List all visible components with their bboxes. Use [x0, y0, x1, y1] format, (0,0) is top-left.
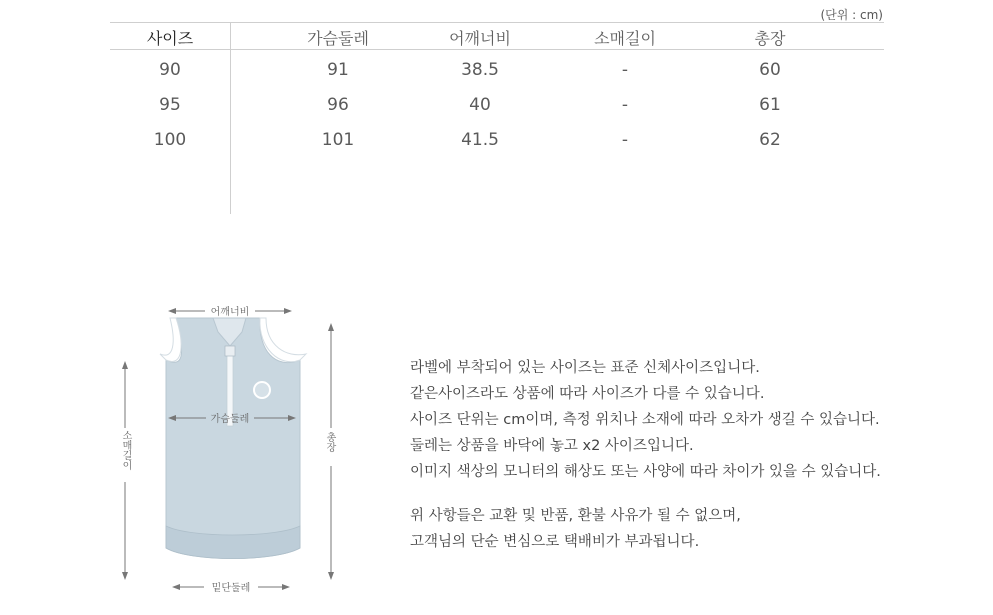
table-cell: - [621, 130, 629, 150]
total-length-label: 총장 [324, 432, 335, 452]
header-size: 사이즈 [146, 29, 194, 48]
table-cell: 101 [321, 130, 355, 150]
table-cell: 95 [159, 95, 181, 115]
table-cell: 91 [327, 60, 349, 80]
size-notes [410, 355, 930, 555]
unit-label: (단위 : cm) [820, 8, 883, 22]
note-line: 라벨에 부착되어 있는 사이즈는 표준 신체사이즈입니다. [410, 360, 760, 376]
note-line: 같은사이즈라도 상품에 따라 사이즈가 다를 수 있습니다. [410, 386, 765, 402]
note-line: 고객님의 단순 변심으로 택배비가 부과됩니다. [410, 534, 700, 550]
chest-label: 가슴둘레 [210, 414, 250, 425]
table-cell: 60 [759, 60, 781, 80]
header-length: 총장 [754, 29, 786, 48]
table-cell: - [621, 95, 629, 115]
table-cell: 61 [759, 95, 781, 115]
note-spacer [410, 485, 930, 503]
note-line: 위 사항들은 교환 및 반품, 환불 사유가 될 수 없으며, [410, 508, 741, 524]
table-column-divider [230, 22, 231, 214]
table-header-rule [110, 49, 884, 50]
measurement-diagram [110, 290, 360, 611]
hem-label: 밑단둘레 [211, 583, 251, 594]
note-line: 이미지 색상의 모니터의 해상도 또는 사양에 따라 차이가 있을 수 있습니다. [410, 464, 881, 480]
table-cell: 62 [759, 130, 781, 150]
sleeve-length-label: 소매길이 [120, 430, 131, 470]
header-shoulder: 어깨너비 [449, 29, 511, 48]
table-top-rule [110, 22, 884, 23]
table-cell: 96 [327, 95, 349, 115]
header-sleeve: 소매길이 [594, 29, 656, 48]
note-line: 둘레는 상품을 바닥에 놓고 x2 사이즈입니다. [410, 438, 694, 454]
table-cell: 40 [469, 95, 491, 115]
table-cell: 38.5 [461, 60, 499, 80]
shoulder-label: 어깨너비 [210, 307, 250, 318]
table-cell: 90 [159, 60, 181, 80]
note-line: 사이즈 단위는 cm이며, 측정 위치나 소재에 따라 오차가 생길 수 있습니다. [410, 412, 880, 428]
table-cell: - [621, 60, 629, 80]
table-cell: 100 [153, 130, 187, 150]
table-cell: 41.5 [461, 130, 499, 150]
header-chest: 가슴둘레 [307, 29, 369, 48]
